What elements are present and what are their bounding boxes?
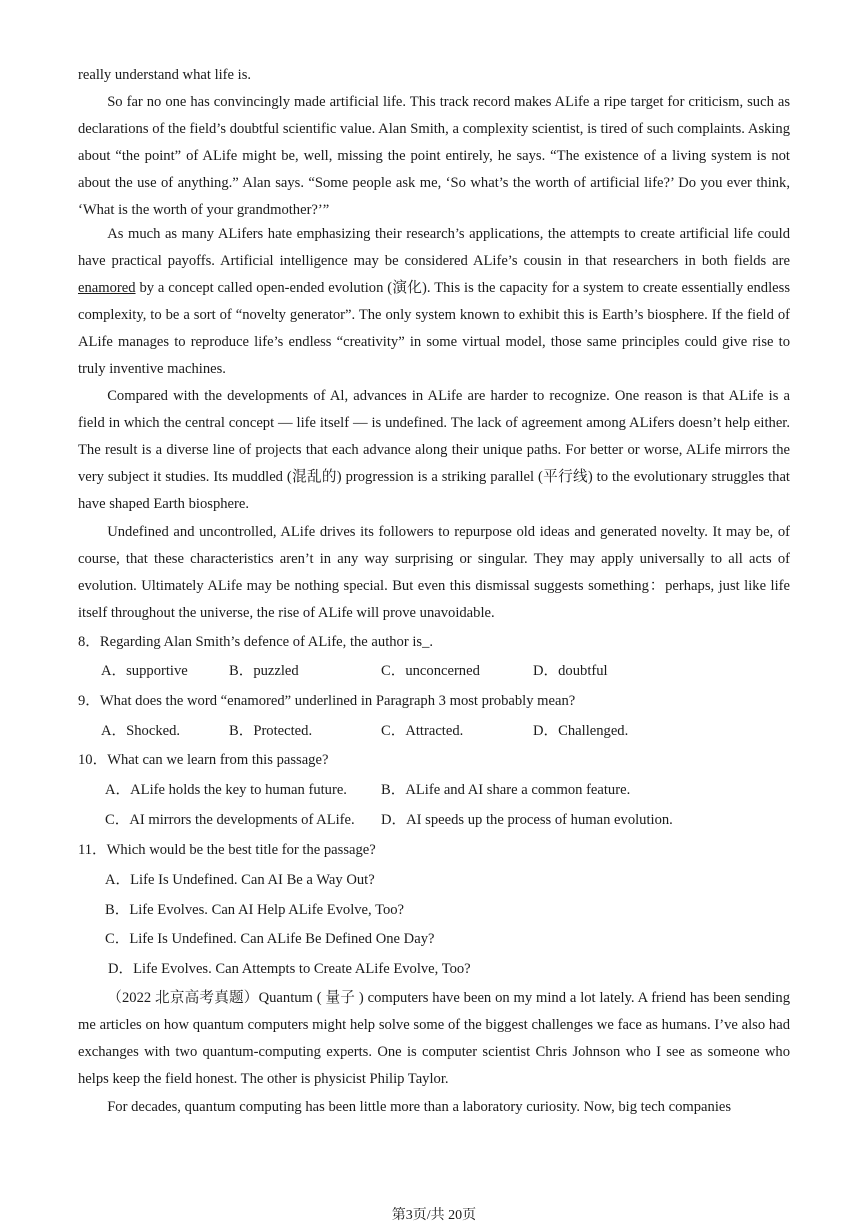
- question-11-option-c: C．Life Is Undefined. Can ALife Be Defined One Day?: [105, 931, 435, 947]
- paragraph-1: So far no one has convincingly made artificial life. This track record makes ALife a ripe target for criticism, such as declarations of the field’s doubtful scientific value. Alan Smith, a complexity scientist, is tired of such complaints. Asking about “the point” of ALife might be, well, missing the point entirely, he says. “The existence of a living system is not about the use of anything.” Alan says. “Some people ask me, ‘So what’s the worth of artificial life?’ Do you ever think, ‘What is the worth of your grandmother?’”: [78, 94, 790, 218]
- question-10-stem: 10．What can we learn from this passage?: [78, 752, 329, 768]
- question-8-option-a: A．supportive: [101, 663, 188, 679]
- question-10-option-b: B．ALife and AI share a common feature.: [381, 782, 631, 798]
- question-11-stem: 11．Which would be the best title for the passage?: [78, 842, 376, 858]
- question-8-option-b: B．puzzled: [229, 663, 299, 679]
- question-9-option-d: D．Challenged.: [533, 723, 629, 739]
- question-11-option-b: B．Life Evolves. Can AI Help ALife Evolve, Too?: [105, 902, 405, 918]
- paragraph-2: [78, 221, 790, 383]
- question-10-option-a: A．ALife holds the key to human future.: [105, 782, 347, 798]
- paragraph-2-before: As much as many ALifers hate emphasizing their research’s applications, the attempts to create artificial life could have practical payoffs. Artificial intelligence may be considered ALife’s cousin in that researchers in both fields are: [78, 226, 790, 269]
- question-11-option-d: D．Life Evolves. Can Attempts to Create ALife Evolve, Too?: [108, 961, 471, 977]
- question-8-stem: 8．Regarding Alan Smith’s defence of ALife, the author is_.: [78, 634, 434, 650]
- paragraph-2-after: by a concept called open-ended evolution (演化). This is the capacity for a system to create essentially endless complexity, to be a sort of “novelty generator”. The only system known to exhibit this is Earth’s biosphere. If the field of ALife manages to reproduce life’s endless “creativity” in some virtual model, those same principles could give rise to truly inventive machines.: [78, 280, 790, 377]
- page-footer: 第3页/共 20页: [391, 1208, 477, 1223]
- question-9-option-c: C．Attracted.: [381, 723, 464, 739]
- question-8-option-d: D．doubtful: [533, 663, 608, 679]
- question-9-option-a: A．Shocked.: [101, 723, 181, 739]
- question-9-stem: 9．What does the word “enamored” underlined in Paragraph 3 most probably mean?: [78, 693, 576, 709]
- question-11-option-a: A．Life Is Undefined. Can AI Be a Way Out?: [105, 872, 375, 888]
- question-10-option-d: D．AI speeds up the process of human evolution.: [381, 812, 673, 828]
- question-9-option-b: B．Protected.: [229, 723, 313, 739]
- question-10-option-c: C．AI mirrors the developments of ALife.: [105, 812, 355, 828]
- paragraph-fragment: really understand what life is.: [78, 67, 252, 83]
- question-8-option-c: C．unconcerned: [381, 663, 480, 679]
- underlined-word: enamored: [78, 280, 136, 296]
- paragraph-3: Compared with the developments of Al, advances in ALife are harder to recognize. One reason is that ALife is a field in which the central concept — life itself — is undefined. The lack of agreement among ALifers doesn’t help either. The result is a diverse line of projects that each advance along their unique paths. For better or worse, ALife mirrors the very subject it studies. Its muddled (混乱的) progression is a striking parallel (平行线) to the evolutionary struggles that have shaped Earth biosphere.: [78, 388, 790, 512]
- passage-2-paragraph-1: （2022 北京高考真题）Quantum ( 量子 ) computers have been on my mind a lot lately. A friend has been sending me articles on how quantum computers might help solve some of the biggest challenges we face as humans. I’ve also had exchanges with two quantum-computing experts. One is computer scientist Chris Johnson who I see as someone who helps keep the field honest. The other is physicist Philip Taylor.: [78, 990, 790, 1087]
- paragraph-4: Undefined and uncontrolled, ALife drives its followers to repurpose old ideas and generated novelty. It may be, of course, that these characteristics aren’t in any way surprising or singular. They may apply universally to all acts of evolution. Ultimately ALife may be nothing special. But even this dismissal suggests something：perhaps, just like life itself throughout the universe, the rise of ALife will prove unavoidable.: [78, 524, 790, 621]
- passage-2-paragraph-2: For decades, quantum computing has been little more than a laboratory curiosity. Now, big tech companies: [107, 1099, 732, 1115]
